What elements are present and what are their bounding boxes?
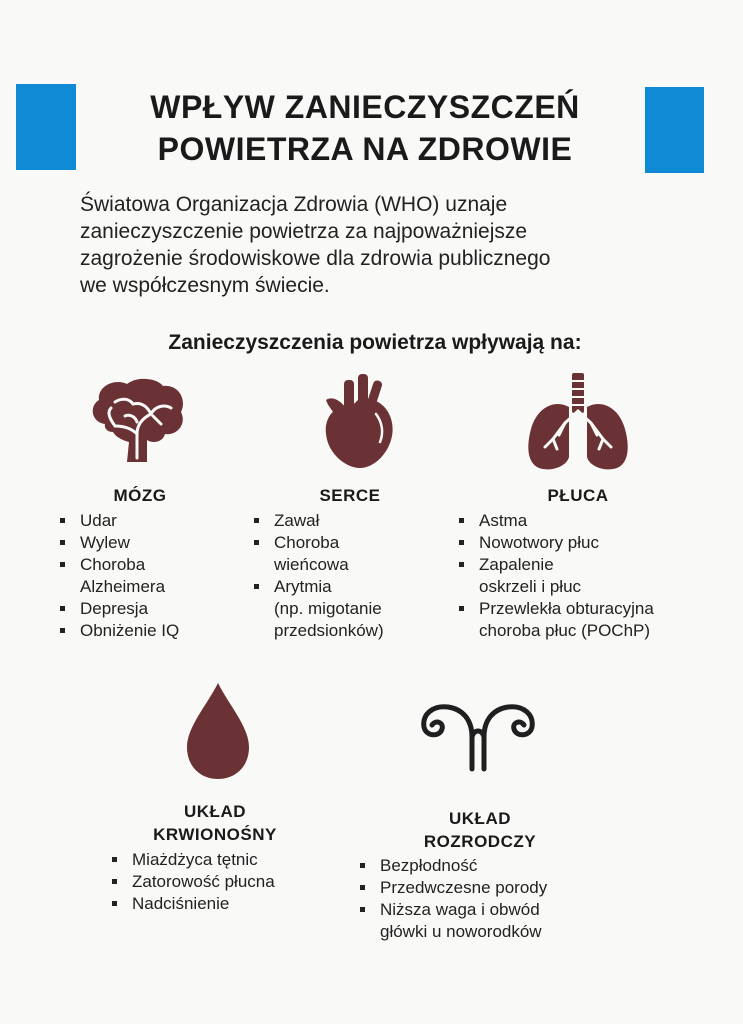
reproductive-effects-list xyxy=(358,855,608,943)
lungs-section-title: PŁUCA xyxy=(547,486,609,505)
list-item: Astma xyxy=(457,510,717,532)
lungs-icon xyxy=(525,373,631,471)
list-item: Obniżenie IQ xyxy=(58,620,248,642)
page-title xyxy=(90,86,640,170)
left-blue-block xyxy=(16,84,76,170)
title-line-2: POWIETRZA NA ZDROWIE xyxy=(157,131,573,167)
brain-icon xyxy=(85,376,189,466)
list-item: Zawał xyxy=(252,510,442,532)
intro-line: we współczesnym świecie. xyxy=(80,274,330,297)
uterus-icon xyxy=(418,695,538,773)
brain-section-title: MÓZG xyxy=(113,486,167,505)
heart-section-title: SERCE xyxy=(319,486,381,505)
list-item: Nowotwory płuc xyxy=(457,532,717,554)
list-item: Nadciśnienie xyxy=(110,893,330,915)
subheading: Zanieczyszczenia powietrza wpływają na: xyxy=(168,331,582,354)
intro-line: zanieczyszczenie powietrza za najpoważniejsze xyxy=(80,220,528,243)
list-item: Zapalenie oskrzeli i płuc xyxy=(457,554,717,598)
list-item: Miażdżyca tętnic xyxy=(110,849,330,871)
list-item: Niższa waga i obwód główki u noworodków xyxy=(358,899,608,943)
right-blue-block xyxy=(645,87,704,173)
blood-section-title: UKŁAD KRWIONOŚNY xyxy=(153,802,277,844)
list-item: Choroba Alzheimera xyxy=(58,554,248,598)
list-item: Arytmia (np. migotanie przedsionków) xyxy=(252,576,442,642)
list-item: Depresja xyxy=(58,598,248,620)
list-item: Przedwczesne porody xyxy=(358,877,608,899)
intro-paragraph xyxy=(80,191,680,299)
intro-line: zagrożenie środowiskowe dla zdrowia publicznego xyxy=(80,247,551,270)
list-item: Bezpłodność xyxy=(358,855,608,877)
title-line-1: WPŁYW ZANIECZYSZCZEŃ xyxy=(150,89,580,125)
list-item: Wylew xyxy=(58,532,248,554)
list-item: Choroba wieńcowa xyxy=(252,532,442,576)
list-item: Przewlekła obturacyjna choroba płuc (POChP) xyxy=(457,598,717,642)
blood-effects-list xyxy=(110,849,330,915)
heart-effects-list xyxy=(252,510,442,642)
reproductive-section-title: UKŁAD ROZRODCZY xyxy=(423,809,537,851)
brain-effects-list xyxy=(58,510,248,642)
list-item: Udar xyxy=(58,510,248,532)
list-item: Zatorowość płucna xyxy=(110,871,330,893)
blood-drop-icon xyxy=(183,683,253,781)
heart-icon xyxy=(318,370,398,470)
lungs-effects-list xyxy=(457,510,717,642)
intro-line: Światowa Organizacja Zdrowia (WHO) uznaje xyxy=(80,193,508,216)
